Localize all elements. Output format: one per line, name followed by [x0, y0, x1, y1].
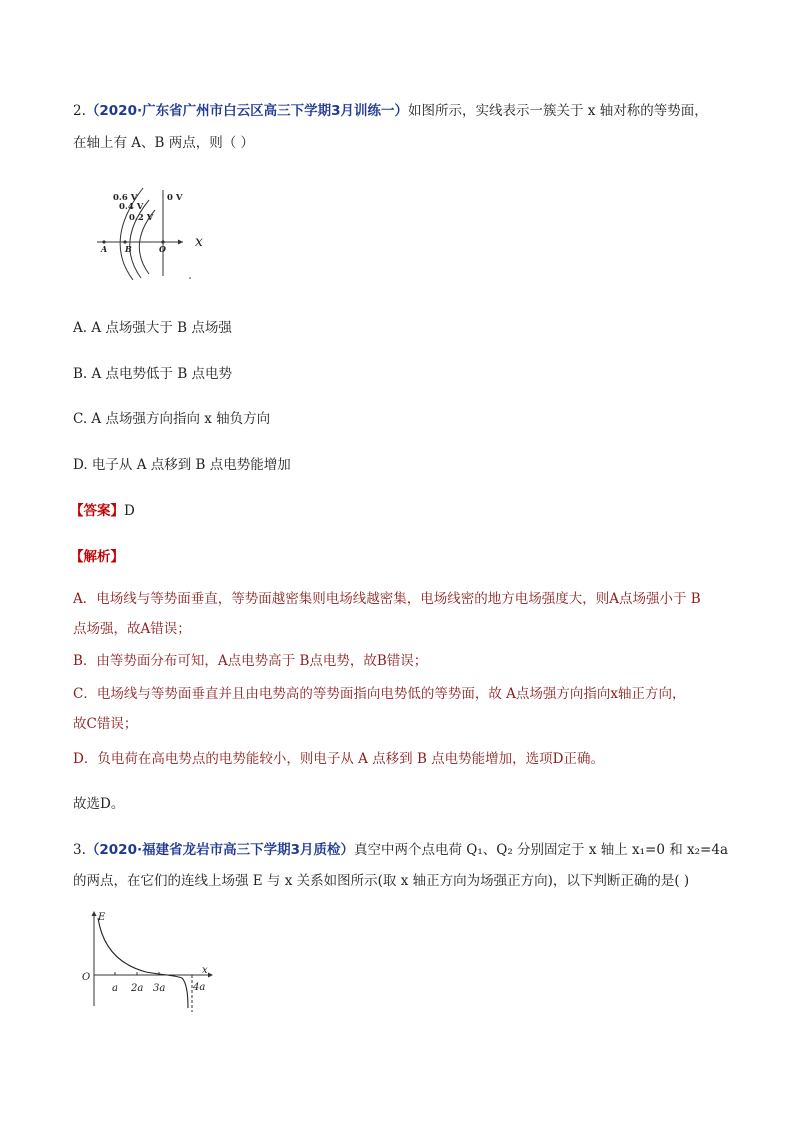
- tick-label-2a: 2a: [131, 983, 144, 994]
- analysis-line-6: D．负电荷在高电势点的电势能较小，则电子从 A 点移到 B 点电势能增加，选项D正确。: [73, 751, 604, 767]
- x-axis-arrow: [178, 240, 183, 245]
- analysis-line-2: 点场强，故A错误；: [73, 621, 191, 637]
- q3-source: （2020·福建省龙岩市高三下学期3月质检）: [85, 842, 354, 858]
- q2-answer: [70, 499, 135, 519]
- answer-tag: 【答案】: [70, 503, 124, 519]
- q3-e-x-graph: [78, 908, 220, 1016]
- q2-stem-text: 如图所示，实线表示一簇关于 x 轴对称的等势面，: [408, 103, 708, 119]
- analysis-line-5: 故C错误；: [73, 716, 138, 732]
- tick-label-3a: 3a: [153, 983, 166, 994]
- q2-option-d: D. 电子从 A 点移到 B 点电势能增加: [73, 457, 291, 473]
- e-curve: [98, 918, 188, 1008]
- label-point-b: B: [125, 244, 132, 254]
- q2-option-b: B. A 点电势低于 B 点电势: [73, 366, 233, 382]
- q2-stem-line2: 在轴上有 A、B 两点，则（ ）: [73, 135, 255, 151]
- q2-option-c: C. A 点场强方向指向 x 轴负方向: [73, 411, 271, 427]
- q2-option-a: A. A 点场强大于 B 点场强: [73, 320, 232, 336]
- q3-stem-text: 真空中两个点电荷 Q₁、Q₂ 分别固定于 x 轴上 x₁=0 和 x₂=4a: [354, 842, 729, 858]
- label-0-2v: 0.2 V: [129, 213, 154, 223]
- label-origin: O: [82, 972, 91, 983]
- analysis-heading: 【解析】: [70, 549, 124, 565]
- conclusion: 故选D。: [73, 796, 125, 812]
- q3-stem-line2: 的两点，在它们的连线上场强 E 与 x 关系如图所示(取 x 轴正方向为场强正方向)，以下判断正确的是( ): [73, 873, 690, 889]
- label-point-a: A: [101, 244, 108, 254]
- q3-number: 3.: [73, 842, 86, 858]
- stray-dot: [189, 277, 191, 279]
- tick-label-4a: 4a: [193, 982, 206, 993]
- q2-number: 2.: [73, 103, 86, 119]
- label-0-6v: 0.6 V: [113, 193, 138, 203]
- q2-equipotential-figure: [95, 186, 215, 282]
- q2-stem-line1: [73, 101, 708, 121]
- label-x: x: [202, 965, 208, 976]
- x-axis-arrow: [208, 973, 213, 978]
- tick-label-a: a: [112, 983, 118, 994]
- analysis-line-1: A．电场线与等势面垂直，等势面越密集则电场线越密集，电场线密的地方电场强度大，则A点场强小于 B: [73, 591, 701, 607]
- analysis-line-3: B．由等势面分布可知，A点电势高于 B点电势，故B错误；: [73, 653, 428, 669]
- label-x-axis: x: [195, 234, 203, 250]
- label-0-4v: 0.4 V: [119, 202, 144, 212]
- analysis-line-4: C．电场线与等势面垂直并且由电势高的等势面指向电势低的等势面，故 A点场强方向指向x轴正方向，: [73, 686, 686, 702]
- q2-source: （2020·广东省广州市白云区高三下学期3月训练一）: [85, 103, 408, 119]
- label-origin: O: [159, 244, 166, 254]
- q3-stem-line1: [73, 840, 728, 860]
- e-axis-arrow: [92, 911, 97, 916]
- label-e: E: [98, 912, 106, 923]
- answer-value: D: [124, 503, 135, 519]
- label-0v: 0 V: [167, 193, 183, 203]
